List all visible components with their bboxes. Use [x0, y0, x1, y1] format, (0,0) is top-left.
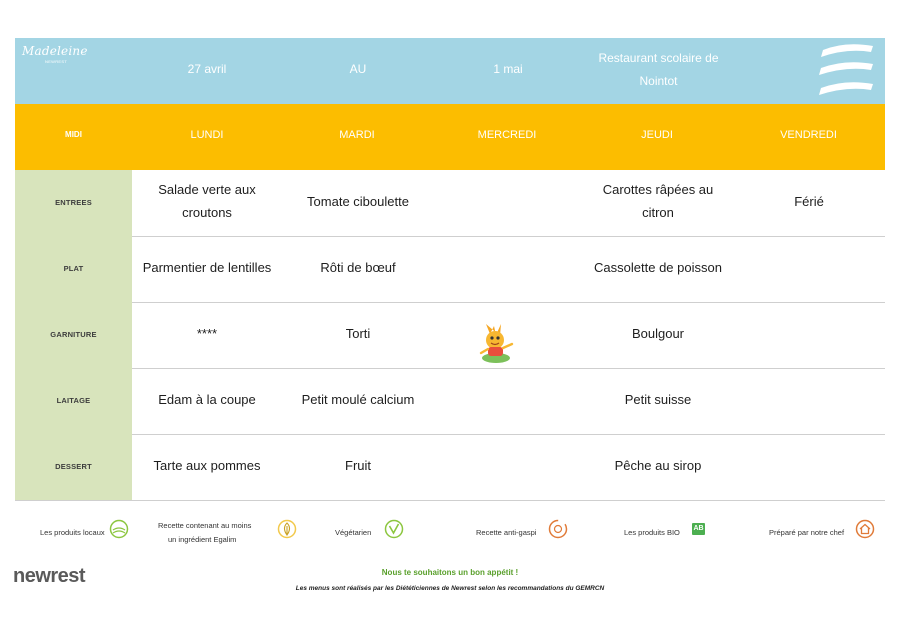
- bon-appetit-message: Nous te souhaitons un bon appétit !: [381, 568, 519, 577]
- row-separator: [132, 302, 885, 303]
- table-bottom-border: [15, 500, 885, 501]
- brand-name: Madeleine: [22, 44, 88, 58]
- entrees-tuesday: Tomate ciboulette: [307, 194, 409, 209]
- dessert-tuesday: Fruit: [345, 458, 371, 473]
- label-plat: PLAT: [63, 264, 84, 273]
- entrees-monday-line-1: Salade verte aux: [158, 182, 256, 197]
- row-separator: [132, 236, 885, 237]
- garniture-monday: ****: [196, 326, 218, 341]
- legend-antigaspi-text: Recette anti-gaspi: [476, 528, 537, 537]
- restaurant-line-1: Restaurant scolaire de: [598, 51, 719, 65]
- organic-ab-icon: AB: [692, 523, 705, 535]
- dessert-thursday: Pêche au sirop: [614, 458, 702, 473]
- restaurant-line-2: Nointot: [639, 74, 678, 88]
- label-garniture: GARNITURE: [50, 330, 97, 339]
- entrees-monday-line-2: croutons: [182, 205, 232, 220]
- garniture-thursday: Boulgour: [631, 326, 685, 341]
- legend-egalim-line-1: Recette contenant au moins: [158, 521, 252, 530]
- laitage-thursday: Petit suisse: [624, 392, 692, 407]
- dietitian-note: Les menus sont réalisés par les Diététiciennes de Newrest selon les recommandations du GEMRCN: [295, 585, 605, 592]
- legend-local-text: Les produits locaux: [40, 528, 105, 537]
- vegetarian-icon: [384, 519, 404, 539]
- dessert-monday: Tarte aux pommes: [153, 458, 261, 473]
- newrest-logo: newrest: [13, 565, 86, 587]
- legend-bio-text: Les produits BIO: [624, 528, 680, 537]
- laitage-tuesday: Petit moulé calcium: [301, 392, 415, 407]
- mascot-icon: [472, 318, 520, 366]
- legend-vegetarian-text: Végétarien: [335, 528, 372, 537]
- entrees-thursday-line-1: Carottes râpées au: [602, 182, 714, 197]
- row-separator: [132, 368, 885, 369]
- label-entrees: ENTREES: [55, 198, 92, 207]
- laitage-monday: Edam à la coupe: [158, 392, 256, 407]
- plat-thursday: Cassolette de poisson: [594, 260, 722, 275]
- day-monday: LUNDI: [190, 129, 224, 141]
- anti-waste-icon: [548, 519, 568, 539]
- menu-header: [15, 38, 885, 104]
- row-separator: [132, 434, 885, 435]
- legend-chef-text: Préparé par notre chef: [769, 528, 845, 537]
- chef-house-icon: [855, 519, 875, 539]
- date-end: 1 mai: [493, 62, 523, 76]
- meal-label: MIDI: [65, 130, 82, 139]
- day-tuesday: MARDI: [339, 129, 375, 141]
- wave-logo-icon: [815, 40, 877, 102]
- local-products-icon: [109, 519, 129, 539]
- legend-egalim-line-2: un ingrédient Egalim: [168, 535, 237, 544]
- plat-monday: Parmentier de lentilles: [142, 260, 272, 275]
- day-friday: VENDREDI: [780, 129, 837, 141]
- label-laitage: LAITAGE: [56, 396, 91, 405]
- entrees-thursday: [583, 178, 733, 224]
- day-wednesday: MERCREDI: [477, 129, 537, 141]
- madeleine-logo: [22, 44, 88, 64]
- date-separator: AU: [349, 62, 367, 76]
- entrees-friday: Férié: [794, 194, 824, 209]
- brand-sub: NEWREST: [45, 59, 68, 64]
- day-header-row: [15, 104, 885, 170]
- restaurant-name: [585, 47, 732, 93]
- label-dessert: DESSERT: [55, 462, 92, 471]
- entrees-monday: [132, 178, 282, 224]
- egalim-leaf-icon: [277, 519, 297, 539]
- entrees-thursday-line-2: citron: [642, 205, 674, 220]
- day-thursday: JEUDI: [641, 129, 673, 141]
- date-start: 27 avril: [187, 62, 227, 76]
- garniture-tuesday: Torti: [345, 326, 371, 341]
- plat-tuesday: Rôti de bœuf: [320, 260, 396, 275]
